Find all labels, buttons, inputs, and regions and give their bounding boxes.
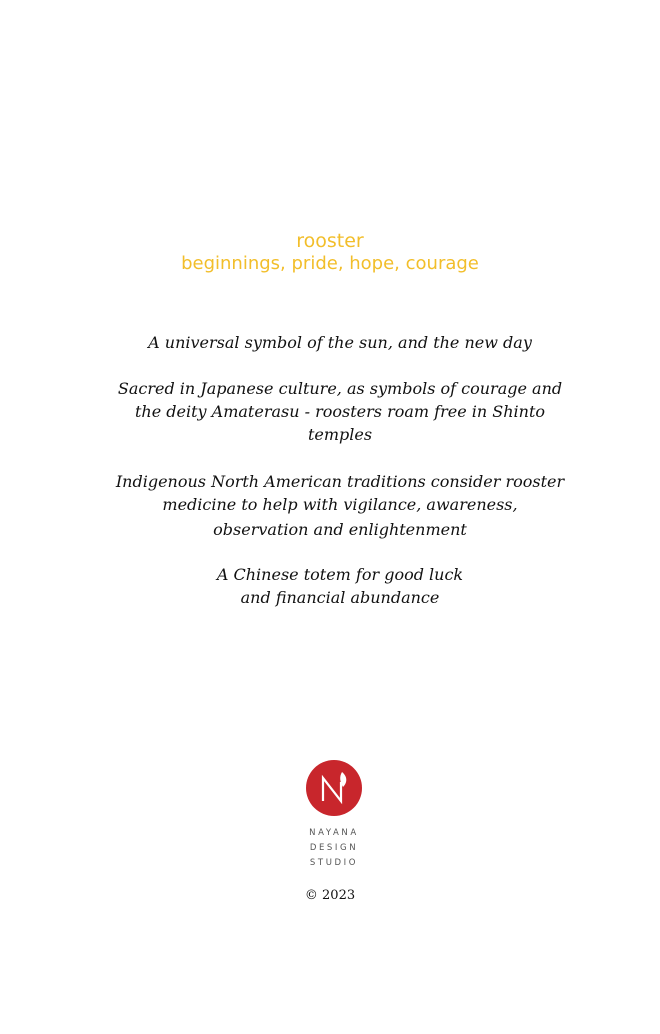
- paragraph-sun: [110, 331, 570, 354]
- paragraph-line: temples: [307, 425, 373, 444]
- paragraph-line: Sacred in Japanese culture, as symbols of courage and: [117, 379, 563, 398]
- logo-line: DESIGN: [309, 843, 359, 853]
- logo-mark-icon: [306, 760, 362, 816]
- page-title: rooster: [296, 230, 364, 252]
- paragraph-japanese: [110, 377, 570, 446]
- logo-line: NAYANA: [309, 828, 359, 838]
- logo-wordmark: [292, 826, 376, 871]
- paragraph-chinese: [110, 563, 570, 609]
- paragraph-line: observation and enlightenment: [213, 520, 467, 539]
- paragraph-indigenous: [110, 470, 570, 541]
- paragraph-line: and financial abundance: [240, 588, 440, 607]
- page-subtitle: beginnings, pride, hope, courage: [181, 253, 479, 274]
- title-block: [0, 230, 660, 276]
- logo-n-leaf-icon: [306, 760, 362, 816]
- logo-line: STUDIO: [309, 858, 359, 868]
- paragraph-line: A universal symbol of the sun, and the new day: [148, 333, 532, 352]
- studio-logo: [292, 752, 376, 876]
- paragraph-line: the deity Amaterasu - roosters roam free in Shinto: [134, 402, 545, 421]
- paragraph-line: A Chinese totem for good luck: [216, 565, 464, 584]
- paragraph-line: medicine to help with vigilance, awareness,: [162, 495, 518, 514]
- copyright: © 2023: [304, 888, 356, 903]
- paragraph-line: Indigenous North American traditions consider rooster: [115, 472, 565, 491]
